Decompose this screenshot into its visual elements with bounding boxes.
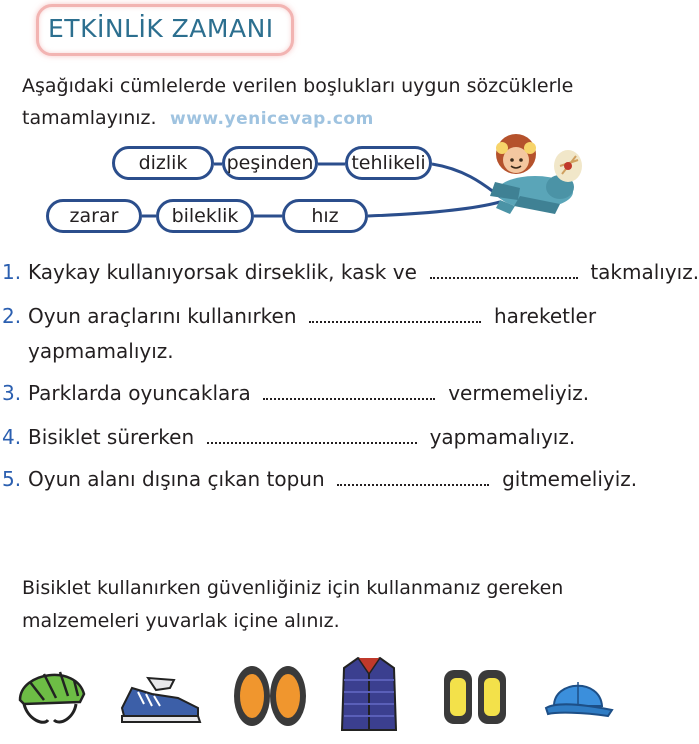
question-number: 4. bbox=[2, 425, 22, 449]
answer-blank-5[interactable] bbox=[337, 466, 489, 486]
question-text-before: Parklarda oyuncaklara bbox=[28, 381, 251, 405]
answer-blank-2[interactable] bbox=[309, 303, 481, 323]
answer-blank-3[interactable] bbox=[263, 380, 435, 400]
helmet-icon[interactable] bbox=[14, 660, 90, 732]
instruction2-line-2: malzemeleri yuvarlak içine alınız. bbox=[22, 610, 340, 632]
vest-icon[interactable] bbox=[336, 654, 402, 734]
page-title: ETKİNLİK ZAMANI bbox=[48, 14, 274, 43]
word-pill-dizlik: dizlik bbox=[112, 146, 214, 180]
question-number: 5. bbox=[2, 467, 22, 491]
sneakers-icon[interactable] bbox=[118, 668, 204, 728]
question-text-before: Bisiklet sürerken bbox=[28, 425, 195, 449]
word-pill-bileklik: bileklik bbox=[156, 199, 254, 233]
question-text-after: gitmemeliyiz. bbox=[502, 467, 638, 491]
question-number: 2. bbox=[2, 304, 22, 328]
question-text-after: takmalıyız. bbox=[590, 260, 699, 284]
word-pill-zarar: zarar bbox=[46, 199, 142, 233]
watermark-text: www.yenicevap.com bbox=[170, 109, 374, 129]
knee-pads-icon[interactable] bbox=[230, 660, 310, 732]
wrist-guards-icon[interactable] bbox=[440, 664, 510, 730]
question-text-before: Oyun alanı dışına çıkan topun bbox=[28, 467, 325, 491]
cap-icon[interactable] bbox=[542, 674, 616, 724]
word-pill-hiz: hız bbox=[282, 199, 368, 233]
question-text-after: yapmamalıyız. bbox=[429, 425, 576, 449]
question-text-before: Kaykay kullanıyorsak dirseklik, kask ve bbox=[28, 260, 417, 284]
toy-plane-icon bbox=[490, 134, 582, 214]
instruction-line-2: tamamlayınız. bbox=[22, 107, 157, 129]
instruction-line-1: Aşağıdaki cümlelerde verilen boşlukları uygun sözcüklerle bbox=[22, 75, 574, 97]
question-number: 1. bbox=[2, 260, 22, 284]
answer-blank-1[interactable] bbox=[430, 259, 578, 279]
word-pill-pesinden: peşinden bbox=[222, 146, 318, 180]
word-pill-tehlikeli: tehlikeli bbox=[345, 146, 432, 180]
question-text-after: hareketler bbox=[493, 304, 597, 328]
answer-blank-4[interactable] bbox=[207, 424, 417, 444]
instruction2-line-1: Bisiklet kullanırken güvenliğiniz için kullanmanız gereken bbox=[22, 577, 564, 599]
question-number: 3. bbox=[2, 381, 22, 405]
question-text-after: vermemeliyiz. bbox=[448, 381, 590, 405]
question-text-continuation: yapmamalıyız. bbox=[28, 339, 174, 363]
question-text-before: Oyun araçlarını kullanırken bbox=[28, 304, 297, 328]
